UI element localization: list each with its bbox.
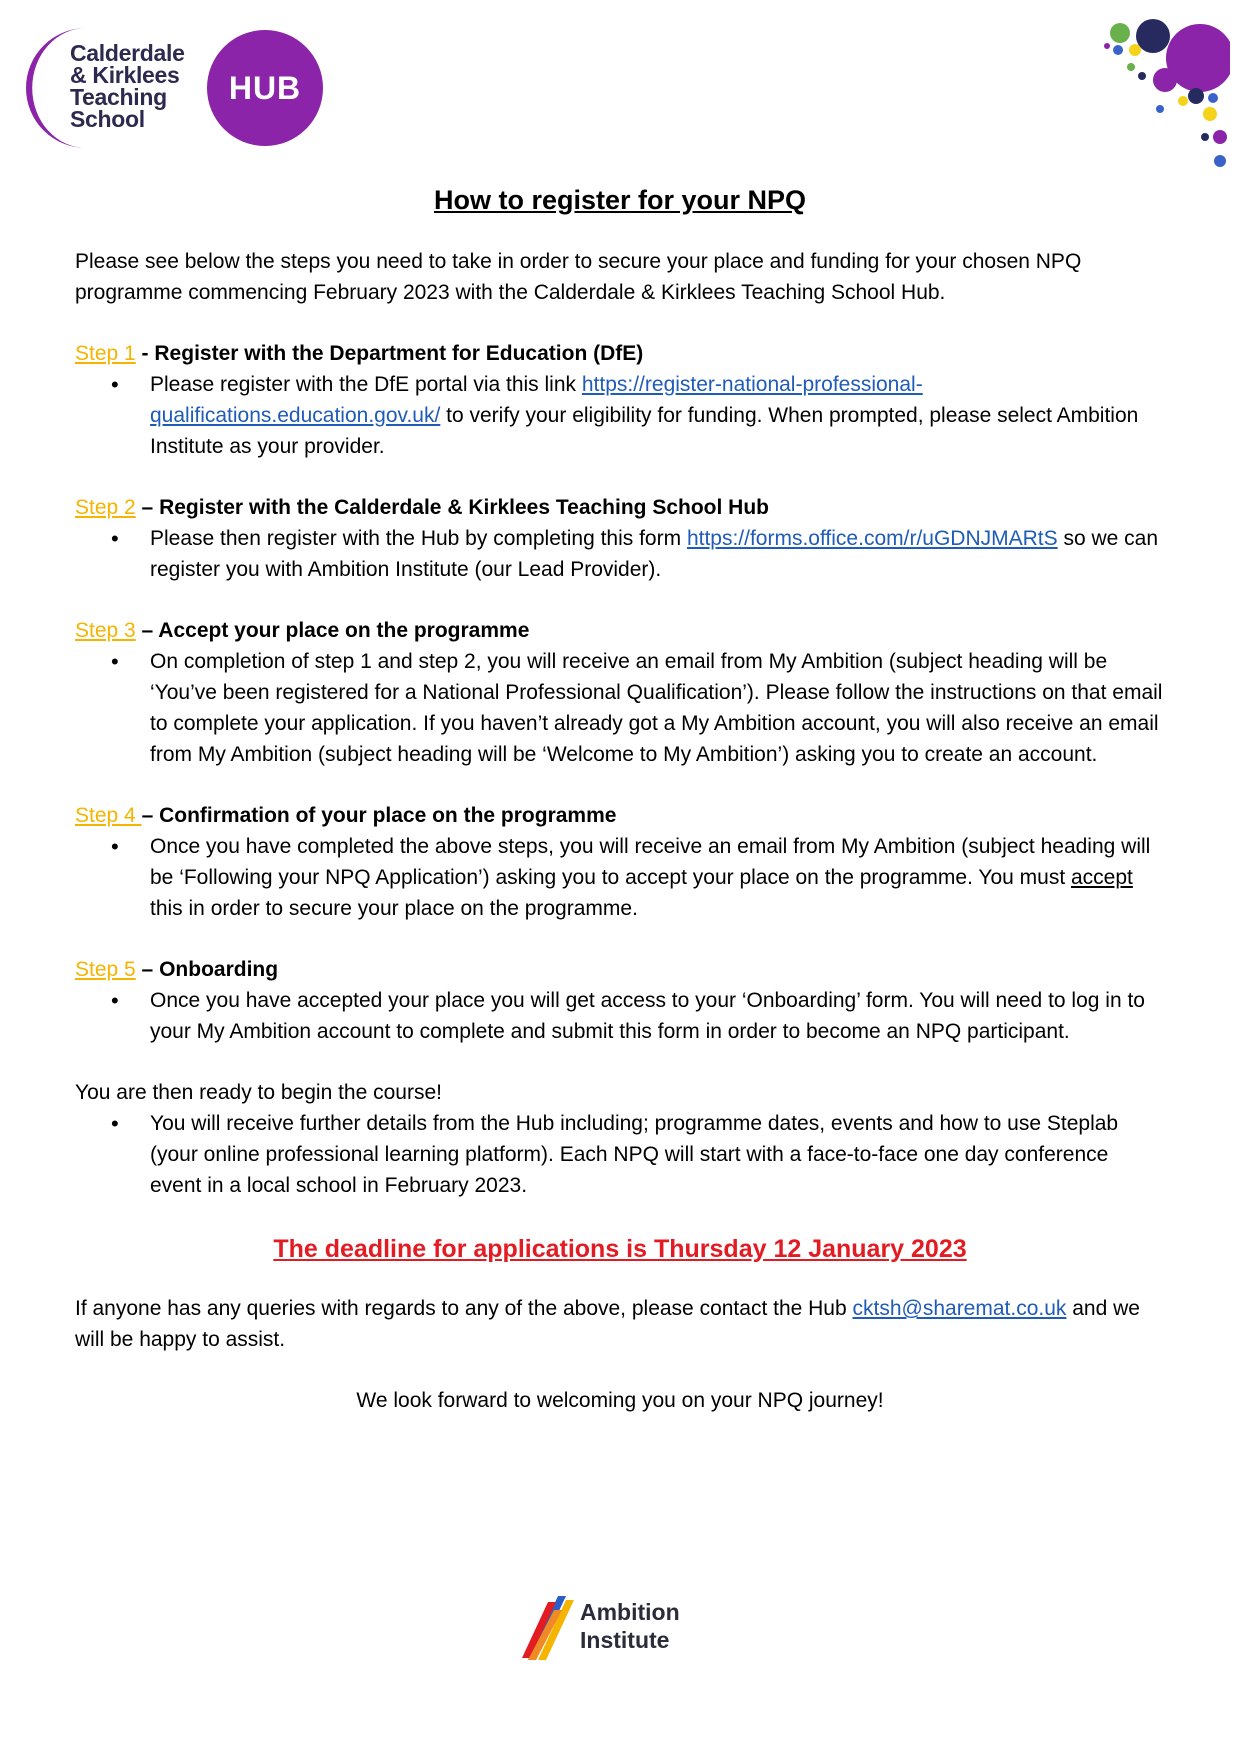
step-title: Confirmation of your place on the programme [159, 804, 617, 827]
step-heading [75, 954, 1165, 985]
step-2 [75, 492, 1165, 585]
ambition-text [580, 1598, 680, 1654]
step-text: so we can register you with Ambition Institute (our Lead Provider). [150, 527, 1159, 581]
logo-line: School [70, 106, 145, 132]
step-separator: – [135, 496, 160, 519]
step-text: Please then register with the Hub by completing this form [150, 527, 687, 550]
step-label: Step 2 [75, 496, 136, 519]
step-title: Register with the Department for Education (DfE) [154, 342, 644, 365]
step-3 [75, 615, 1165, 770]
document-body [75, 180, 1165, 1416]
step-heading [75, 800, 1165, 831]
step-title: Onboarding [159, 958, 279, 981]
step-title: Register with the Calderdale & Kirklees Teaching School Hub [159, 496, 769, 519]
queries-text: and we will be happy to assist. [75, 1297, 1140, 1351]
closing-line: We look forward to welcoming you on your NPQ journey! [356, 1389, 884, 1412]
logo-line: & Kirklees [70, 62, 180, 88]
ready-heading: You are then ready to begin the course! [75, 1081, 442, 1104]
teaching-school-hub-logo [24, 26, 324, 150]
decorative-dots-icon [1050, 10, 1230, 180]
step-list [75, 646, 1165, 770]
step-separator: – [135, 958, 160, 981]
queries-paragraph [75, 1293, 1165, 1355]
step-separator: – [141, 804, 160, 827]
step-list [75, 523, 1165, 585]
list-item: • On completion of step 1 and step 2, you will receive an email from My Ambition (subject heading will be ‘You’ve been registered for a National Professional Qualification’). Please follow the instructions on that email to complete your application. If you haven’t already got a My Ambition account, you will also receive an email from My Ambition (subject heading will be ‘Welcome to My Ambition’) asking you to create an account. [75, 646, 1165, 770]
step-text: Please register with the DfE portal via this link [150, 373, 582, 396]
ready-list [75, 1108, 1165, 1201]
page-title: How to register for your NPQ [433, 185, 807, 215]
step-label: Step 4 [75, 804, 142, 827]
step-4 [75, 800, 1165, 924]
step-label: Step 5 [75, 958, 136, 981]
step-text: Once you have completed the above steps, you will receive an email from My Ambition (subject heading will be ‘Following your NPQ Application’) asking you to accept your place on the programme. You must [150, 835, 1151, 889]
deadline-notice: The deadline for applications is Thursday 12 January 2023 [273, 1235, 967, 1263]
ambition-stripes-icon [522, 1596, 574, 1660]
list-item [75, 523, 1165, 585]
ambition-line: Institute [580, 1627, 670, 1653]
logo-line: Calderdale [70, 40, 185, 66]
step-heading [75, 338, 1165, 369]
step-title: Accept your place on the programme [158, 619, 530, 642]
ready-section [75, 1077, 1165, 1201]
step-list [75, 985, 1165, 1047]
ambition-line: Ambition [580, 1599, 680, 1625]
step-heading [75, 492, 1165, 523]
step-list [75, 831, 1165, 924]
step-text: this in order to secure your place on the programme. [150, 897, 638, 920]
step-1 [75, 338, 1165, 462]
list-item [75, 831, 1165, 924]
logo-line: Teaching [70, 84, 167, 110]
logo-text [70, 42, 185, 130]
intro-paragraph: Please see below the steps you need to take in order to secure your place and funding for your chosen NPQ programme commencing February 2023 with the Calderdale & Kirklees Teaching School Hub. [75, 250, 1082, 304]
step-label: Step 1 [75, 342, 136, 365]
step-separator: - [135, 342, 155, 365]
hub-form-link[interactable]: https://forms.office.com/r/uGDNJMARtS [686, 527, 1058, 550]
list-item: • You will receive further details from the Hub including; programme dates, events and how to use Steplab (your online professional learning platform). Each NPQ will start with a face-to-face one day conference event in a local school in February 2023. [75, 1108, 1165, 1201]
queries-text: If anyone has any queries with regards to any of the above, please contact the Hub [75, 1297, 853, 1320]
contact-email-link[interactable]: cktsh@sharemat.co.uk [852, 1297, 1067, 1320]
step-label: Step 3 [75, 619, 136, 642]
step-separator: – [135, 619, 159, 642]
hub-badge: HUB [207, 30, 323, 146]
accept-emphasis: accept [1071, 866, 1133, 889]
step-text: to verify your eligibility for funding. When prompted, please select Ambition Institute as your provider. [150, 404, 1139, 458]
step-heading [75, 615, 1165, 646]
step-5 [75, 954, 1165, 1047]
step-list [75, 369, 1165, 462]
list-item: • Once you have accepted your place you will get access to your ‘Onboarding’ form. You will need to log in to your My Ambition account to complete and submit this form in order to become an NPQ participant. [75, 985, 1165, 1047]
dfe-register-link[interactable]: https://register-national-professional-qualifications.education.gov.uk/ [150, 373, 923, 427]
ambition-institute-logo [522, 1596, 702, 1666]
list-item [75, 369, 1165, 462]
